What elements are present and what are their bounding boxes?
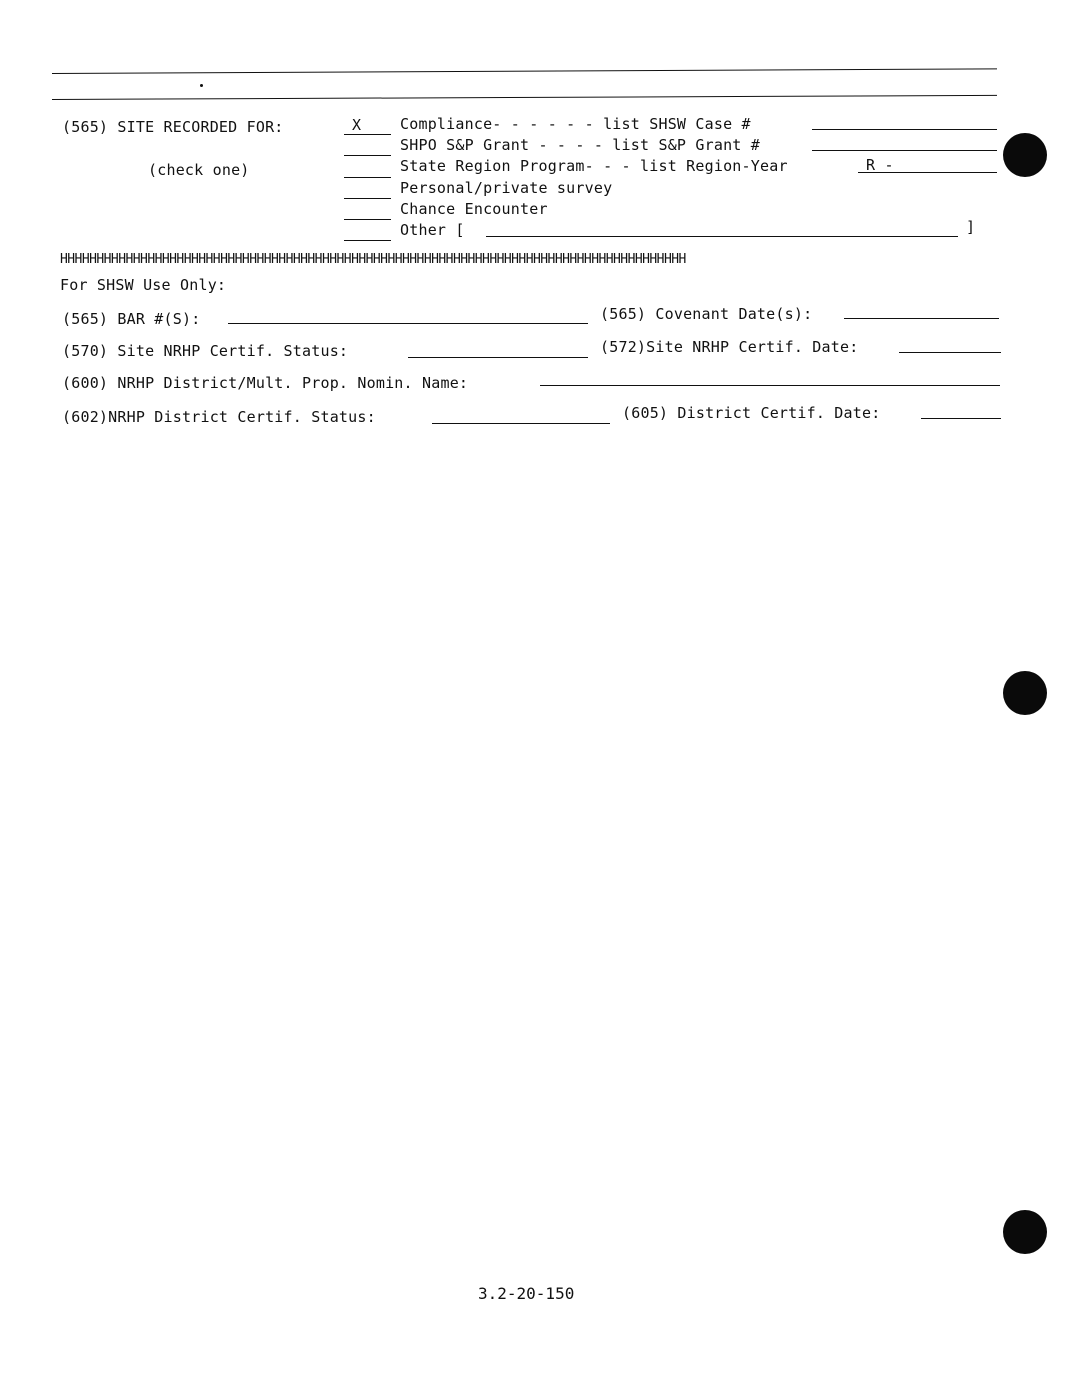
region-year-field[interactable] [858,172,997,173]
top-rule-1 [52,68,997,74]
speck [200,84,203,87]
page-number: 3.2-20-150 [478,1284,575,1303]
punch-hole-top [1003,133,1047,177]
compliance-checkbox-mark[interactable]: X [352,116,362,134]
district-name-field[interactable] [540,385,1000,386]
district-status-field[interactable] [432,423,610,424]
covenant-field[interactable] [844,318,999,319]
district-status-label: (602)NRHP District Certif. Status: [62,408,376,426]
chance-encounter-checkbox[interactable] [344,219,391,220]
district-name-label: (600) NRHP District/Mult. Prop. Nomin. Name: [62,374,469,392]
shpo-grant-label: SHPO S&P Grant - - - - list S&P Grant # [400,136,760,154]
shsw-case-field[interactable] [812,129,997,130]
district-date-field[interactable] [921,418,1001,419]
punch-hole-middle [1003,671,1047,715]
punch-hole-bottom [1003,1210,1047,1254]
other-label: Other [ [400,221,465,239]
district-date-label: (605) District Certif. Date: [622,404,881,422]
bar-field[interactable] [228,323,588,324]
shsw-heading: For SHSW Use Only: [60,276,227,294]
personal-survey-checkbox[interactable] [344,198,391,199]
nrhp-date-field[interactable] [899,352,1001,353]
chance-encounter-label: Chance Encounter [400,200,548,218]
other-field[interactable] [486,236,958,237]
nrhp-status-label: (570) Site NRHP Certif. Status: [62,342,349,360]
top-rule-2 [52,95,997,100]
other-checkbox[interactable] [344,240,391,241]
personal-survey-label: Personal/private survey [400,179,613,197]
covenant-label: (565) Covenant Date(s): [600,305,813,323]
compliance-label: Compliance- - - - - - list SHSW Case # [400,115,751,133]
region-year-value[interactable]: R - [866,156,894,174]
nrhp-status-field[interactable] [408,357,588,358]
compliance-checkbox[interactable] [344,134,391,135]
state-region-checkbox[interactable] [344,177,391,178]
nrhp-date-label: (572)Site NRHP Certif. Date: [600,338,859,356]
separator-line: HHHHHHHHHHHHHHHHHHHHHHHHHHHHHHHHHHHHHHHHHHHHHHHHHHHHHHHHHHHHHHHHHHHHHHHHHHHHHHHHHHHHHH [60,252,686,267]
bar-label: (565) BAR #(S): [62,310,201,328]
sp-grant-field[interactable] [812,150,997,151]
check-one-instruction: (check one) [148,161,250,179]
shpo-grant-checkbox[interactable] [344,155,391,156]
other-close-bracket: ] [966,218,976,236]
state-region-label: State Region Program- - - list Region-Year [400,157,788,175]
site-recorded-label: (565) SITE RECORDED FOR: [62,118,284,136]
